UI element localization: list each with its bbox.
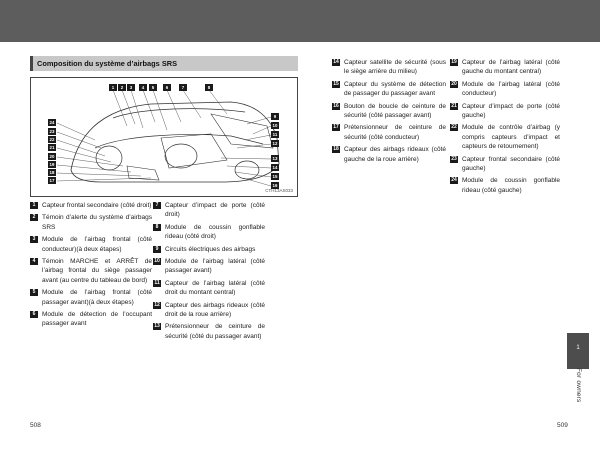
item-number: 24 [451,177,457,184]
list-item [153,223,265,242]
item-number: 20 [451,80,457,87]
list-item [30,310,152,329]
item-text: Capteur d’impact de porte (côté gauche) [462,102,560,120]
item-number: 23 [451,155,457,162]
callout-15: 15 [272,174,278,179]
list-item [450,80,560,99]
item-number: 9 [153,246,161,253]
callout-9: 9 [271,113,279,120]
item-text: Capteur de l’airbag latéral (côté gauche du montant central) [462,59,560,76]
callout-6: 6 [163,84,171,91]
callout-18: 18 [49,170,55,175]
callout-4: 4 [139,84,147,91]
item-text: Module de coussin gonflable rideau (côté droit) [165,223,265,241]
list-item [153,245,265,254]
item-text: Circuits électriques des airbags [165,245,256,253]
item-text: Module de coussin gonflable rideau (côté gauche) [462,177,560,194]
item-text: Prétensionneur de ceinture de sécurité (côté conducteur) [344,124,446,141]
item-number: 4 [30,258,38,265]
item-number: 13 [154,323,160,330]
callout-3: 3 [127,84,135,91]
item-text: Module de l’airbag latéral (côté conducteur) [462,80,560,98]
item-text: Capteur des airbags rideaux (côté gauche de la roue arrière) [344,146,446,163]
list-item [30,201,152,210]
callout-10: 10 [272,123,278,128]
list-item [30,213,152,232]
callout-20: 20 [49,154,55,159]
callout-13: 13 [272,156,278,161]
figure-code: CTH13AS033 [265,188,293,193]
chapter-tab[interactable] [567,333,589,369]
callout-17: 17 [49,178,55,183]
item-number: 10 [154,258,160,265]
item-text: Module de contrôle d’airbag (y compris capteurs d’impact et capteurs de retournement) [462,124,560,151]
callout-7: 7 [179,84,187,91]
list-item [153,322,265,341]
list-item [332,58,446,77]
left-page-column-2 [153,201,265,344]
chapter-label: For owners [575,368,582,403]
item-text: Capteur du système de détection de passager du passager avant [344,80,446,98]
item-number: 5 [30,289,38,296]
list-item [332,102,446,121]
list-item [450,102,560,121]
list-item [450,155,560,174]
list-item [332,80,446,99]
callout-8: 8 [205,84,213,91]
callout-22: 22 [49,137,55,142]
list-item [153,301,265,320]
left-page-column-1 [30,201,152,332]
item-text: Capteur satellite de sécurité (sous le siège arrière du milieu) [344,59,446,76]
item-number: 18 [333,146,339,153]
car-outline-drawing [31,78,297,196]
callout-16: 16 [272,183,278,188]
list-item [30,257,152,285]
item-number: 6 [30,311,38,318]
item-number: 17 [333,124,339,131]
item-number: 22 [451,124,457,131]
item-number: 21 [451,102,457,109]
list-item [332,145,446,164]
item-number: 3 [30,236,38,243]
list-item [450,123,560,151]
item-text: Prétensionneur de ceinture de sécurité (côté du passager avant) [165,323,265,340]
list-item [153,201,265,220]
top-banner [0,0,600,42]
callout-11: 11 [272,132,278,137]
right-page-column-1 [332,58,446,167]
list-item [153,279,265,298]
callout-2: 2 [118,84,126,91]
item-number: 2 [30,214,38,221]
item-text: Capteur frontal secondaire (côté droit) [42,202,152,209]
item-number: 19 [451,59,457,65]
callout-12: 12 [272,141,278,146]
callout-14: 14 [272,165,278,170]
item-text: Bouton de boucle de ceinture de sécurité (côté passager avant) [344,102,446,120]
airbag-diagram [30,77,298,197]
chapter-number: 1 [576,345,580,351]
callout-23: 23 [49,129,55,134]
list-item [450,58,560,77]
item-text: Témoin d’alerte du système d’airbags SRS [42,214,152,231]
right-page-column-2 [450,58,560,198]
page-number-right: 509 [557,422,568,429]
section-title: Composition du système d’airbags SRS [30,56,298,71]
list-item [30,235,152,254]
item-number: 8 [153,224,161,231]
list-item [332,123,446,142]
item-number: 7 [153,202,161,209]
callout-5: 5 [149,84,157,91]
item-number: 1 [30,202,38,209]
item-text: Capteur frontal secondaire (côté gauche) [462,155,560,173]
callout-21: 21 [49,145,55,150]
callout-19: 19 [49,162,55,167]
page-number-left: 508 [30,422,41,429]
item-number: 14 [333,59,339,65]
item-text: Capteur de l’airbag latéral (côté droit du montant central) [165,279,265,297]
item-text: Capteur des airbags rideaux (côté droit de la roue arrière) [165,301,265,319]
item-text: Module de l’airbag frontal (côté passager avant)(à deux étapes) [42,289,152,306]
item-text: Témoin MARCHE et ARRÊT de l’airbag frontal du siège passager avant (au centre du tableau de bord) [42,258,152,284]
item-number: 12 [154,301,160,308]
callout-1: 1 [109,84,117,91]
item-number: 16 [333,102,339,109]
list-item [153,257,265,276]
list-item [30,288,152,307]
item-number: 11 [154,279,160,286]
item-number: 15 [333,80,339,87]
callout-24: 24 [49,120,55,125]
item-text: Capteur d’impact de porte (côté droit) [165,202,265,219]
list-item [450,176,560,195]
item-text: Module de l’airbag frontal (côté conducteur)(à deux étapes) [42,236,152,253]
item-text: Module de l’airbag latéral (côté passager avant) [165,258,265,275]
item-text: Module de détection de l’occupant passager avant [42,311,152,328]
